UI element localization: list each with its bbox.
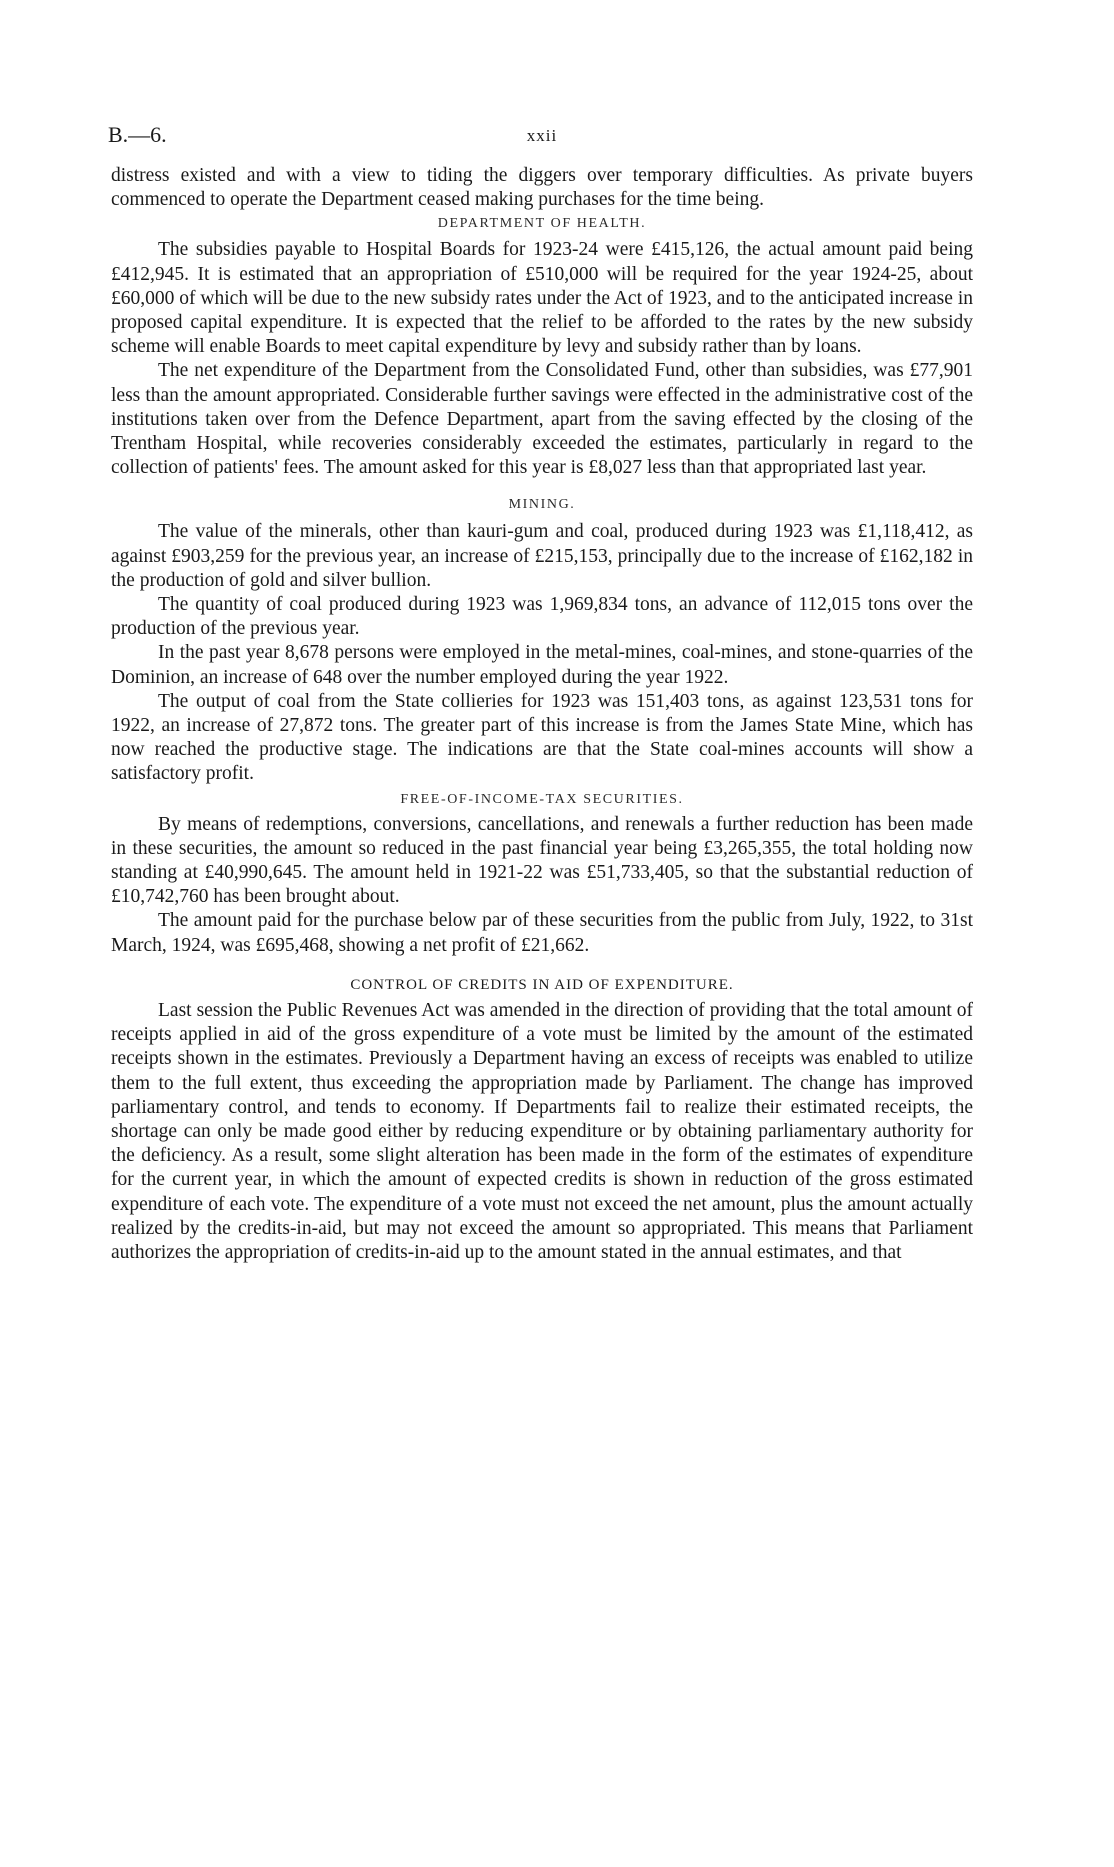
section-heading-control: CONTROL OF CREDITS IN AID OF EXPENDITURE. (350, 976, 734, 993)
page-reference: B.—6. (108, 122, 167, 147)
section-heading-securities: FREE-OF-INCOME-TAX SECURITIES. (400, 791, 684, 807)
securities-paragraph-1: By means of redemptions, conversions, cancellations, and renewals a further reduction has been made in these securities, the amount so reduced in the past financial year being £3,265,355, the total holding now standing at £40,990,645. The amount held in 1921-22 was £51,733,405, so that the substantial reduction of £10,742,760 has been brought about. (111, 813, 973, 908)
mining-paragraph-1: The value of the minerals, other than kauri-gum and coal, produced during 1923 was £1,118,412, as against £903,259 for the previous year, an increase of £215,153, principally due to the increase of £162,182 in the production of gold and silver bullion. (111, 521, 973, 591)
page-header (108, 122, 973, 150)
intro-paragraph: distress existed and with a view to tiding the diggers over temporary difficulties. As private buyers commenced to operate the Department ceased making purchases for the time being. (111, 165, 973, 211)
section-heading-health: DEPARTMENT OF HEALTH. (437, 216, 647, 232)
health-paragraph-1: The subsidies payable to Hospital Boards for 1923-24 were £415,126, the actual amount paid being £412,945. It is estimated that an appropriation of £510,000 will be required for the year 1924-25, about £60,000 of which will be due to the new subsidy rates under the Act of 1923, and to the anticipated increase in proposed capital expenditure. It is expected that the relief to be afforded to the rates by the new subsidy scheme will enable Boards to meet capital expenditure by levy and subsidy rather than by loans. (111, 239, 973, 358)
mining-paragraph-4: The output of coal from the State collieries for 1923 was 151,403 tons, as against 123,531 tons for 1922, an increase of 27,872 tons. The greater part of this increase is from the James State Mine, which has now reached the productive stage. The indications are that the State coal-mines accounts will show a satisfactory profit. (111, 690, 973, 785)
securities-paragraph-2: The amount paid for the purchase below par of these securities from the public from July, 1922, to 31st March, 1924, was £695,468, showing a net profit of £21,662. (111, 910, 973, 956)
control-paragraph-1: Last session the Public Revenues Act was amended in the direction of providing that the total amount of receipts applied in aid of the gross expenditure of a vote must be limited by the amount of the estimated receipts shown in the estimates. Previously a Department having an excess of receipts was enabled to utilize them to the full extent, thus exceeding the appropriation made by Parliament. The change has improved parliamentary control, and tends to economy. If Departments fail to realize their estimated receipts, the shortage can only be made good either by reducing expenditure or by obtaining parliamentary authority for the deficiency. As a result, some slight alteration has been made in the form of the estimates of expenditure for the current year, in which the amount of expected credits is shown in reduction of the gross estimated expenditure of each vote. The expenditure of a vote must not exceed the net amount, plus the amount actually realized by the credits-in-aid, but may not exceed the amount so appropriated. This means that Parliament authorizes the appropriation of credits-in-aid up to the amount stated in the annual estimates, and that (111, 999, 973, 1263)
page-number: xxii (526, 126, 558, 145)
health-paragraph-2: The net expenditure of the Department from the Consolidated Fund, other than subsidies, was £77,901 less than the amount appropriated. Considerable further savings were effected in the administrative cost of the institutions taken over from the Defence Department, apart from the saving effected by the closing of the Trentham Hospital, while recoveries considerably exceeded the estimates, particularly in regard to the collection of patients' fees. The amount asked for this year is £8,027 less than that appropriated last year. (111, 360, 973, 479)
document-page (108, 122, 973, 1265)
mining-paragraph-3: In the past year 8,678 persons were employed in the metal-mines, coal-mines, and stone-quarries of the Dominion, an increase of 648 over the number employed during the year 1922. (111, 642, 973, 688)
section-heading-mining: MINING. (508, 497, 576, 513)
mining-paragraph-2: The quantity of coal produced during 1923 was 1,969,834 tons, an advance of 112,015 tons over the production of the previous year. (111, 594, 973, 640)
